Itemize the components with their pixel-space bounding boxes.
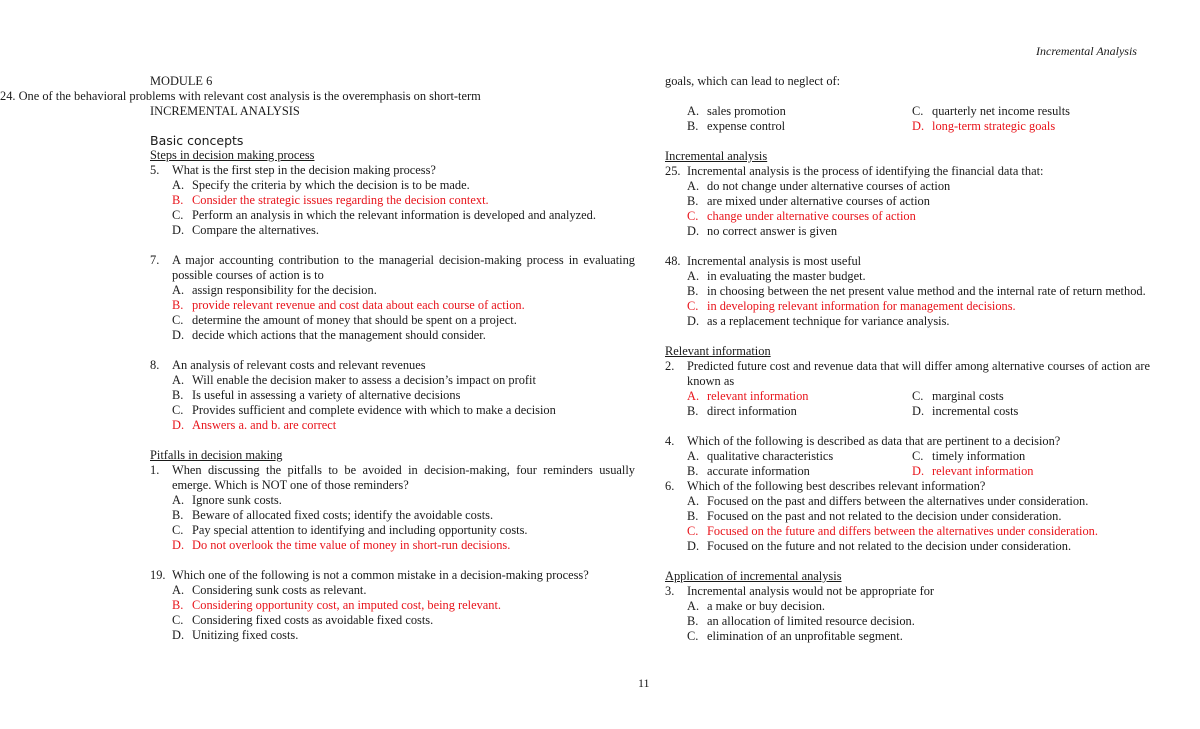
right-column: [665, 74, 1150, 659]
option-label: C.: [912, 104, 924, 118]
option-text: change under alternative courses of action: [707, 209, 916, 223]
answer-option: [150, 508, 635, 523]
option-text: Specify the criteria by which the decision is to be made.: [192, 178, 470, 192]
option-label: C.: [687, 524, 699, 538]
option-text: as a replacement technique for variance analysis.: [707, 314, 950, 328]
answer-option: [912, 104, 1152, 119]
option-label: A.: [687, 104, 700, 118]
answer-option: [150, 283, 635, 298]
question-text: Predicted future cost and revenue data that will differ among alternative courses of action are known as: [687, 359, 1150, 388]
question: [150, 163, 635, 238]
option-label: B.: [172, 388, 184, 402]
option-label: C.: [687, 629, 699, 643]
option-text: quarterly net income results: [932, 104, 1070, 118]
option-text: in choosing between the net present value method and the internal rate of return method.: [707, 284, 1146, 298]
answer-option-correct: [150, 298, 635, 313]
section-pitfalls: Pitfalls in decision making: [150, 448, 283, 462]
option-label: B.: [172, 298, 184, 312]
option-text: timely information: [932, 449, 1026, 463]
question: [665, 359, 1150, 419]
answer-option-correct: [150, 538, 635, 553]
option-label: D.: [172, 628, 185, 642]
answer-option: [150, 328, 635, 343]
option-label: B.: [687, 509, 699, 523]
question-number: 2.: [665, 359, 675, 373]
question-24-continuation: goals, which can lead to neglect of:: [665, 74, 841, 88]
question-number: 25.: [665, 164, 681, 178]
answer-option: [150, 208, 635, 223]
option-text: Considering opportunity cost, an imputed cost, being relevant.: [192, 598, 502, 612]
option-text: decide which actions that the management should consider.: [192, 328, 486, 342]
option-text: Considering sunk costs as relevant.: [192, 583, 367, 597]
question: [150, 358, 635, 433]
option-label: A.: [172, 493, 185, 507]
question: [665, 164, 1150, 239]
option-text: an allocation of limited resource decision.: [707, 614, 915, 628]
question: [665, 254, 1150, 329]
question-text: One of the behavioral problems with relevant cost analysis is the overemphasis on short-term: [18, 89, 481, 103]
option-label: A.: [687, 389, 700, 403]
option-label: D.: [687, 539, 700, 553]
option-label: B.: [687, 284, 699, 298]
option-text: in developing relevant information for management decisions.: [707, 299, 1016, 313]
option-label: D.: [687, 224, 700, 238]
answer-option: [912, 404, 1152, 419]
answer-option: [150, 313, 635, 328]
option-label: B.: [172, 598, 184, 612]
option-label: D.: [172, 538, 185, 552]
question-text: Incremental analysis is the process of identifying the financial data that:: [687, 164, 1044, 178]
option-text: expense control: [707, 119, 786, 133]
answer-option: [912, 389, 1152, 404]
answer-option: [150, 373, 635, 388]
answer-option: [665, 284, 1150, 299]
answer-option: [687, 404, 912, 419]
option-label: B.: [687, 194, 699, 208]
option-text: Focused on the past and differs between the alternatives under consideration.: [707, 494, 1089, 508]
option-label: C.: [912, 449, 924, 463]
question-number: 7.: [150, 253, 160, 267]
answer-option: [665, 629, 1150, 644]
option-label: A.: [172, 373, 185, 387]
option-text: Considering fixed costs as avoidable fixed costs.: [192, 613, 434, 627]
option-text: qualitative characteristics: [707, 449, 834, 463]
question-stem: [150, 463, 635, 493]
option-label: A.: [172, 178, 185, 192]
answer-option-correct: [150, 418, 635, 433]
question: [150, 463, 635, 553]
section-incremental: Incremental analysis: [665, 149, 768, 163]
option-label: D.: [912, 464, 925, 478]
question-number: 24.: [0, 89, 16, 103]
answer-option: [912, 449, 1152, 464]
option-label: B.: [687, 404, 699, 418]
question: [150, 568, 635, 643]
option-text: Focused on the future and differs between the alternatives under consideration.: [707, 524, 1098, 538]
answer-option-correct: [665, 299, 1150, 314]
module-subtitle: INCREMENTAL ANALYSIS: [150, 104, 300, 118]
question-text: Which of the following is described as data that are pertinent to a decision?: [687, 434, 1061, 448]
question-number: 8.: [150, 358, 160, 372]
option-label: B.: [687, 614, 699, 628]
option-label: A.: [687, 599, 700, 613]
section-relevant: Relevant information: [665, 344, 771, 358]
answer-option: [665, 314, 1150, 329]
option-label: C.: [172, 403, 184, 417]
basic-concepts-heading: Basic concepts: [150, 133, 244, 148]
answer-option-correct: [912, 119, 1152, 134]
question-text: An analysis of relevant costs and relevant revenues: [172, 358, 426, 372]
question-text: Which one of the following is not a common mistake in a decision-making process?: [172, 568, 589, 582]
option-text: Focused on the future and not related to the decision under consideration.: [707, 539, 1072, 553]
answer-option: [150, 583, 635, 598]
answer-option: [687, 104, 912, 119]
answer-option-correct: [665, 524, 1150, 539]
option-text: marginal costs: [932, 389, 1004, 403]
answer-option: [150, 223, 635, 238]
option-label: C.: [172, 613, 184, 627]
question-text: When discussing the pitfalls to be avoided in decision-making, four reminders usually emerge. Which is NOT one of those reminders?: [172, 463, 635, 492]
question-stem: [150, 358, 635, 373]
question: [665, 479, 1150, 554]
option-text: provide relevant revenue and cost data about each course of action.: [192, 298, 525, 312]
option-label: A.: [687, 449, 700, 463]
option-label: A.: [172, 283, 185, 297]
options-grid: [665, 449, 1150, 479]
answer-option: [687, 119, 912, 134]
option-label: B.: [687, 464, 699, 478]
option-text: Unitizing fixed costs.: [192, 628, 299, 642]
question-stem: [150, 163, 635, 178]
option-label: C.: [172, 208, 184, 222]
option-label: B.: [172, 508, 184, 522]
question-24-options: [665, 104, 1150, 134]
option-text: Consider the strategic issues regarding the decision context.: [192, 193, 489, 207]
question-number: 48.: [665, 254, 681, 268]
answer-option-correct: [687, 389, 912, 404]
option-text: in evaluating the master budget.: [707, 269, 866, 283]
answer-option: [687, 449, 912, 464]
section-application: Application of incremental analysis: [665, 569, 842, 583]
option-text: determine the amount of money that should be spent on a project.: [192, 313, 517, 327]
question-text: Which of the following best describes relevant information?: [687, 479, 986, 493]
option-label: D.: [687, 314, 700, 328]
answer-option: [150, 613, 635, 628]
option-label: C.: [687, 299, 699, 313]
option-label: B.: [172, 193, 184, 207]
answer-option: [150, 628, 635, 643]
option-label: C.: [912, 389, 924, 403]
option-text: Is useful in assessing a variety of alternative decisions: [192, 388, 461, 402]
options-grid: [665, 389, 1150, 419]
option-label: D.: [172, 223, 185, 237]
module-title: MODULE 6: [150, 74, 213, 88]
option-label: D.: [912, 119, 925, 133]
option-label: A.: [687, 494, 700, 508]
option-label: A.: [687, 269, 700, 283]
option-label: A.: [172, 583, 185, 597]
option-text: are mixed under alternative courses of action: [707, 194, 930, 208]
question-stem: [150, 253, 635, 283]
question-stem: [665, 434, 1150, 449]
answer-option: [150, 493, 635, 508]
option-text: relevant information: [932, 464, 1034, 478]
option-label: B.: [687, 119, 699, 133]
option-text: long-term strategic goals: [932, 119, 1056, 133]
question-text: What is the first step in the decision making process?: [172, 163, 436, 177]
answer-option: [665, 269, 1150, 284]
option-text: elimination of an unprofitable segment.: [707, 629, 903, 643]
option-text: do not change under alternative courses of action: [707, 179, 951, 193]
option-label: A.: [687, 179, 700, 193]
question-number: 3.: [665, 584, 675, 598]
question-stem: [665, 479, 1150, 494]
page-number: 11: [638, 676, 650, 690]
running-header: Incremental Analysis: [1036, 44, 1137, 58]
option-text: Pay special attention to identifying and including opportunity costs.: [192, 523, 528, 537]
answer-option: [150, 403, 635, 418]
question-stem: [665, 359, 1150, 389]
option-label: C.: [687, 209, 699, 223]
option-text: Do not overlook the time value of money in short-run decisions.: [192, 538, 511, 552]
option-text: a make or buy decision.: [707, 599, 826, 613]
question-number: 5.: [150, 163, 160, 177]
question-stem: [665, 164, 1150, 179]
option-text: Ignore sunk costs.: [192, 493, 282, 507]
option-label: C.: [172, 313, 184, 327]
option-text: Focused on the past and not related to the decision under consideration.: [707, 509, 1062, 523]
answer-option-correct: [150, 598, 635, 613]
option-text: assign responsibility for the decision.: [192, 283, 377, 297]
answer-option: [665, 614, 1150, 629]
question-number: 19.: [150, 568, 166, 582]
answer-option: [150, 523, 635, 538]
answer-option: [687, 464, 912, 479]
answer-option: [665, 599, 1150, 614]
question: [665, 434, 1150, 479]
option-text: Provides sufficient and complete evidence with which to make a decision: [192, 403, 556, 417]
question-stem: [665, 254, 1150, 269]
question-text: Incremental analysis is most useful: [687, 254, 862, 268]
option-text: relevant information: [707, 389, 809, 403]
question-stem: [150, 568, 635, 583]
answer-option: [150, 178, 635, 193]
answer-option: [665, 494, 1150, 509]
option-text: Compare the alternatives.: [192, 223, 319, 237]
question-stem: [665, 584, 1150, 599]
question-number: 4.: [665, 434, 675, 448]
question-number: 6.: [665, 479, 675, 493]
question-number: 1.: [150, 463, 160, 477]
question: [665, 584, 1150, 644]
option-text: incremental costs: [932, 404, 1019, 418]
left-column: [150, 74, 635, 658]
answer-option: [665, 194, 1150, 209]
option-text: sales promotion: [707, 104, 786, 118]
question-text: Incremental analysis would not be appropriate for: [687, 584, 935, 598]
answer-option: [665, 224, 1150, 239]
answer-option: [665, 179, 1150, 194]
option-text: direct information: [707, 404, 797, 418]
answer-option: [665, 539, 1150, 554]
option-label: C.: [172, 523, 184, 537]
option-text: Answers a. and b. are correct: [192, 418, 337, 432]
answer-option: [665, 509, 1150, 524]
option-label: D.: [172, 328, 185, 342]
option-label: D.: [912, 404, 925, 418]
answer-option-correct: [150, 193, 635, 208]
question: [150, 253, 635, 343]
option-text: Beware of allocated fixed costs; identify the avoidable costs.: [192, 508, 494, 522]
answer-option: [150, 388, 635, 403]
answer-option-correct: [665, 209, 1150, 224]
option-label: D.: [172, 418, 185, 432]
question-text: A major accounting contribution to the managerial decision-making process in evaluating possible courses of action is to: [172, 253, 635, 282]
option-text: accurate information: [707, 464, 810, 478]
option-text: Perform an analysis in which the relevant information is developed and analyzed.: [192, 208, 596, 222]
option-text: no correct answer is given: [707, 224, 838, 238]
answer-option-correct: [912, 464, 1152, 479]
option-text: Will enable the decision maker to assess a decision’s impact on profit: [192, 373, 536, 387]
section-steps: Steps in decision making process: [150, 148, 315, 162]
